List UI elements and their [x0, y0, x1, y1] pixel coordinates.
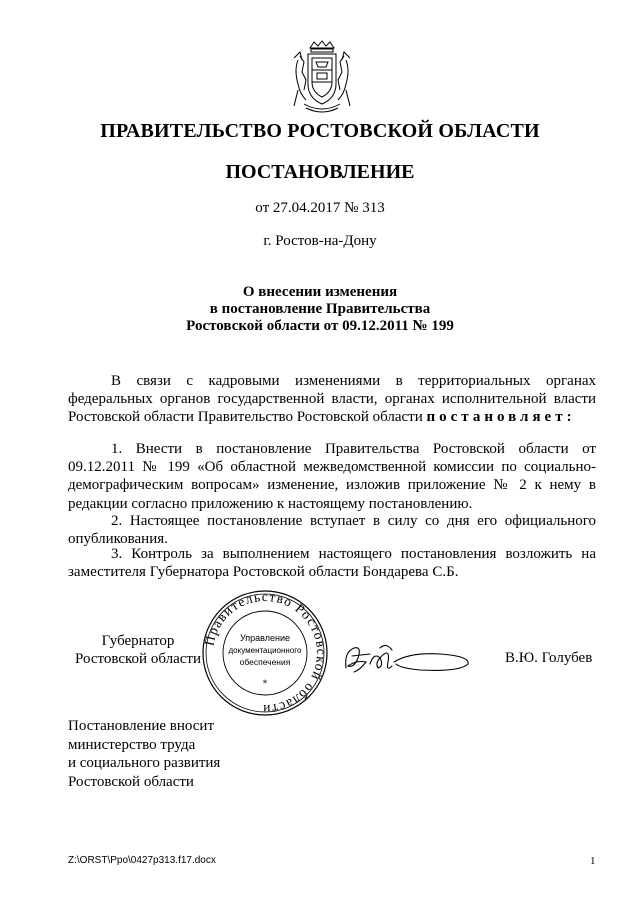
signatory-title-line: Ростовской области	[75, 651, 201, 667]
item-3-text: 3. Контроль за выполнением настоящего постановления возложить на заместителя Губернатора Ростовской области Бондарева С.Б.	[68, 546, 596, 581]
subject-line: О внесении изменения	[242, 284, 398, 300]
signatory-title	[68, 632, 208, 668]
introduced-by-line: министерство труда	[68, 736, 196, 753]
signatory-title-line: Губернатор	[101, 633, 175, 649]
item-1-paragraph	[68, 440, 596, 513]
introduced-by-block	[68, 717, 220, 791]
item-3-paragraph	[68, 545, 596, 581]
document-date-number: от 27.04.2017 № 313	[255, 200, 385, 216]
stamp-ring-text: Правительство Ростовской области	[201, 588, 330, 718]
stamp-inner-line: обеспечения	[239, 657, 291, 667]
coat-of-arms-emblem	[290, 40, 354, 116]
item-2-paragraph	[68, 512, 596, 548]
page-number: 1	[590, 855, 596, 867]
file-path-footer: Z:\ORST\Ppo\0427p313.f17.docx	[68, 855, 216, 866]
star-icon: *	[262, 679, 268, 689]
decree-word: постановляет:	[426, 409, 576, 426]
document-place: г. Ростов-на-Дону	[263, 233, 377, 249]
stamp-inner-line: документационного	[228, 646, 302, 655]
document-type: ПОСТАНОВЛЕНИЕ	[225, 161, 415, 183]
organization-title: ПРАВИТЕЛЬСТВО РОСТОВСКОЙ ОБЛАСТИ	[100, 120, 540, 142]
introduced-by-line: и социального развития	[68, 755, 221, 771]
item-2-text: 2. Настоящее постановление вступает в силу со дня его официального опубликования.	[68, 513, 596, 548]
preamble-paragraph	[68, 372, 596, 427]
introduced-by-line: Ростовской области	[68, 773, 194, 790]
stamp-inner-line: Управление	[239, 633, 291, 643]
handwritten-signature	[340, 638, 480, 678]
official-stamp	[200, 588, 330, 718]
subject-line: Ростовской области от 09.12.2011 № 199	[186, 318, 454, 334]
preamble-text: В связи с кадровыми изменениями в территориальных органах федеральных органов государственной власти, органах исполнительной власти Ростовской области Правительство Ростовской области	[68, 373, 596, 426]
item-1-text: 1. Внести в постановление Правительства Ростовской области от 09.12.2011 № 199 «Об областной межведомственной комиссии по социально-демографическим вопросам» изменение, изложив приложение № 2 к нему в редакции согласно приложению к настоящему постановлению.	[68, 441, 596, 512]
subject-line: в постановление Правительства	[209, 301, 431, 317]
introduced-by-line: Постановление вносит	[68, 718, 215, 734]
signatory-name: В.Ю. Голубев	[505, 650, 593, 666]
document-subject	[0, 284, 640, 335]
